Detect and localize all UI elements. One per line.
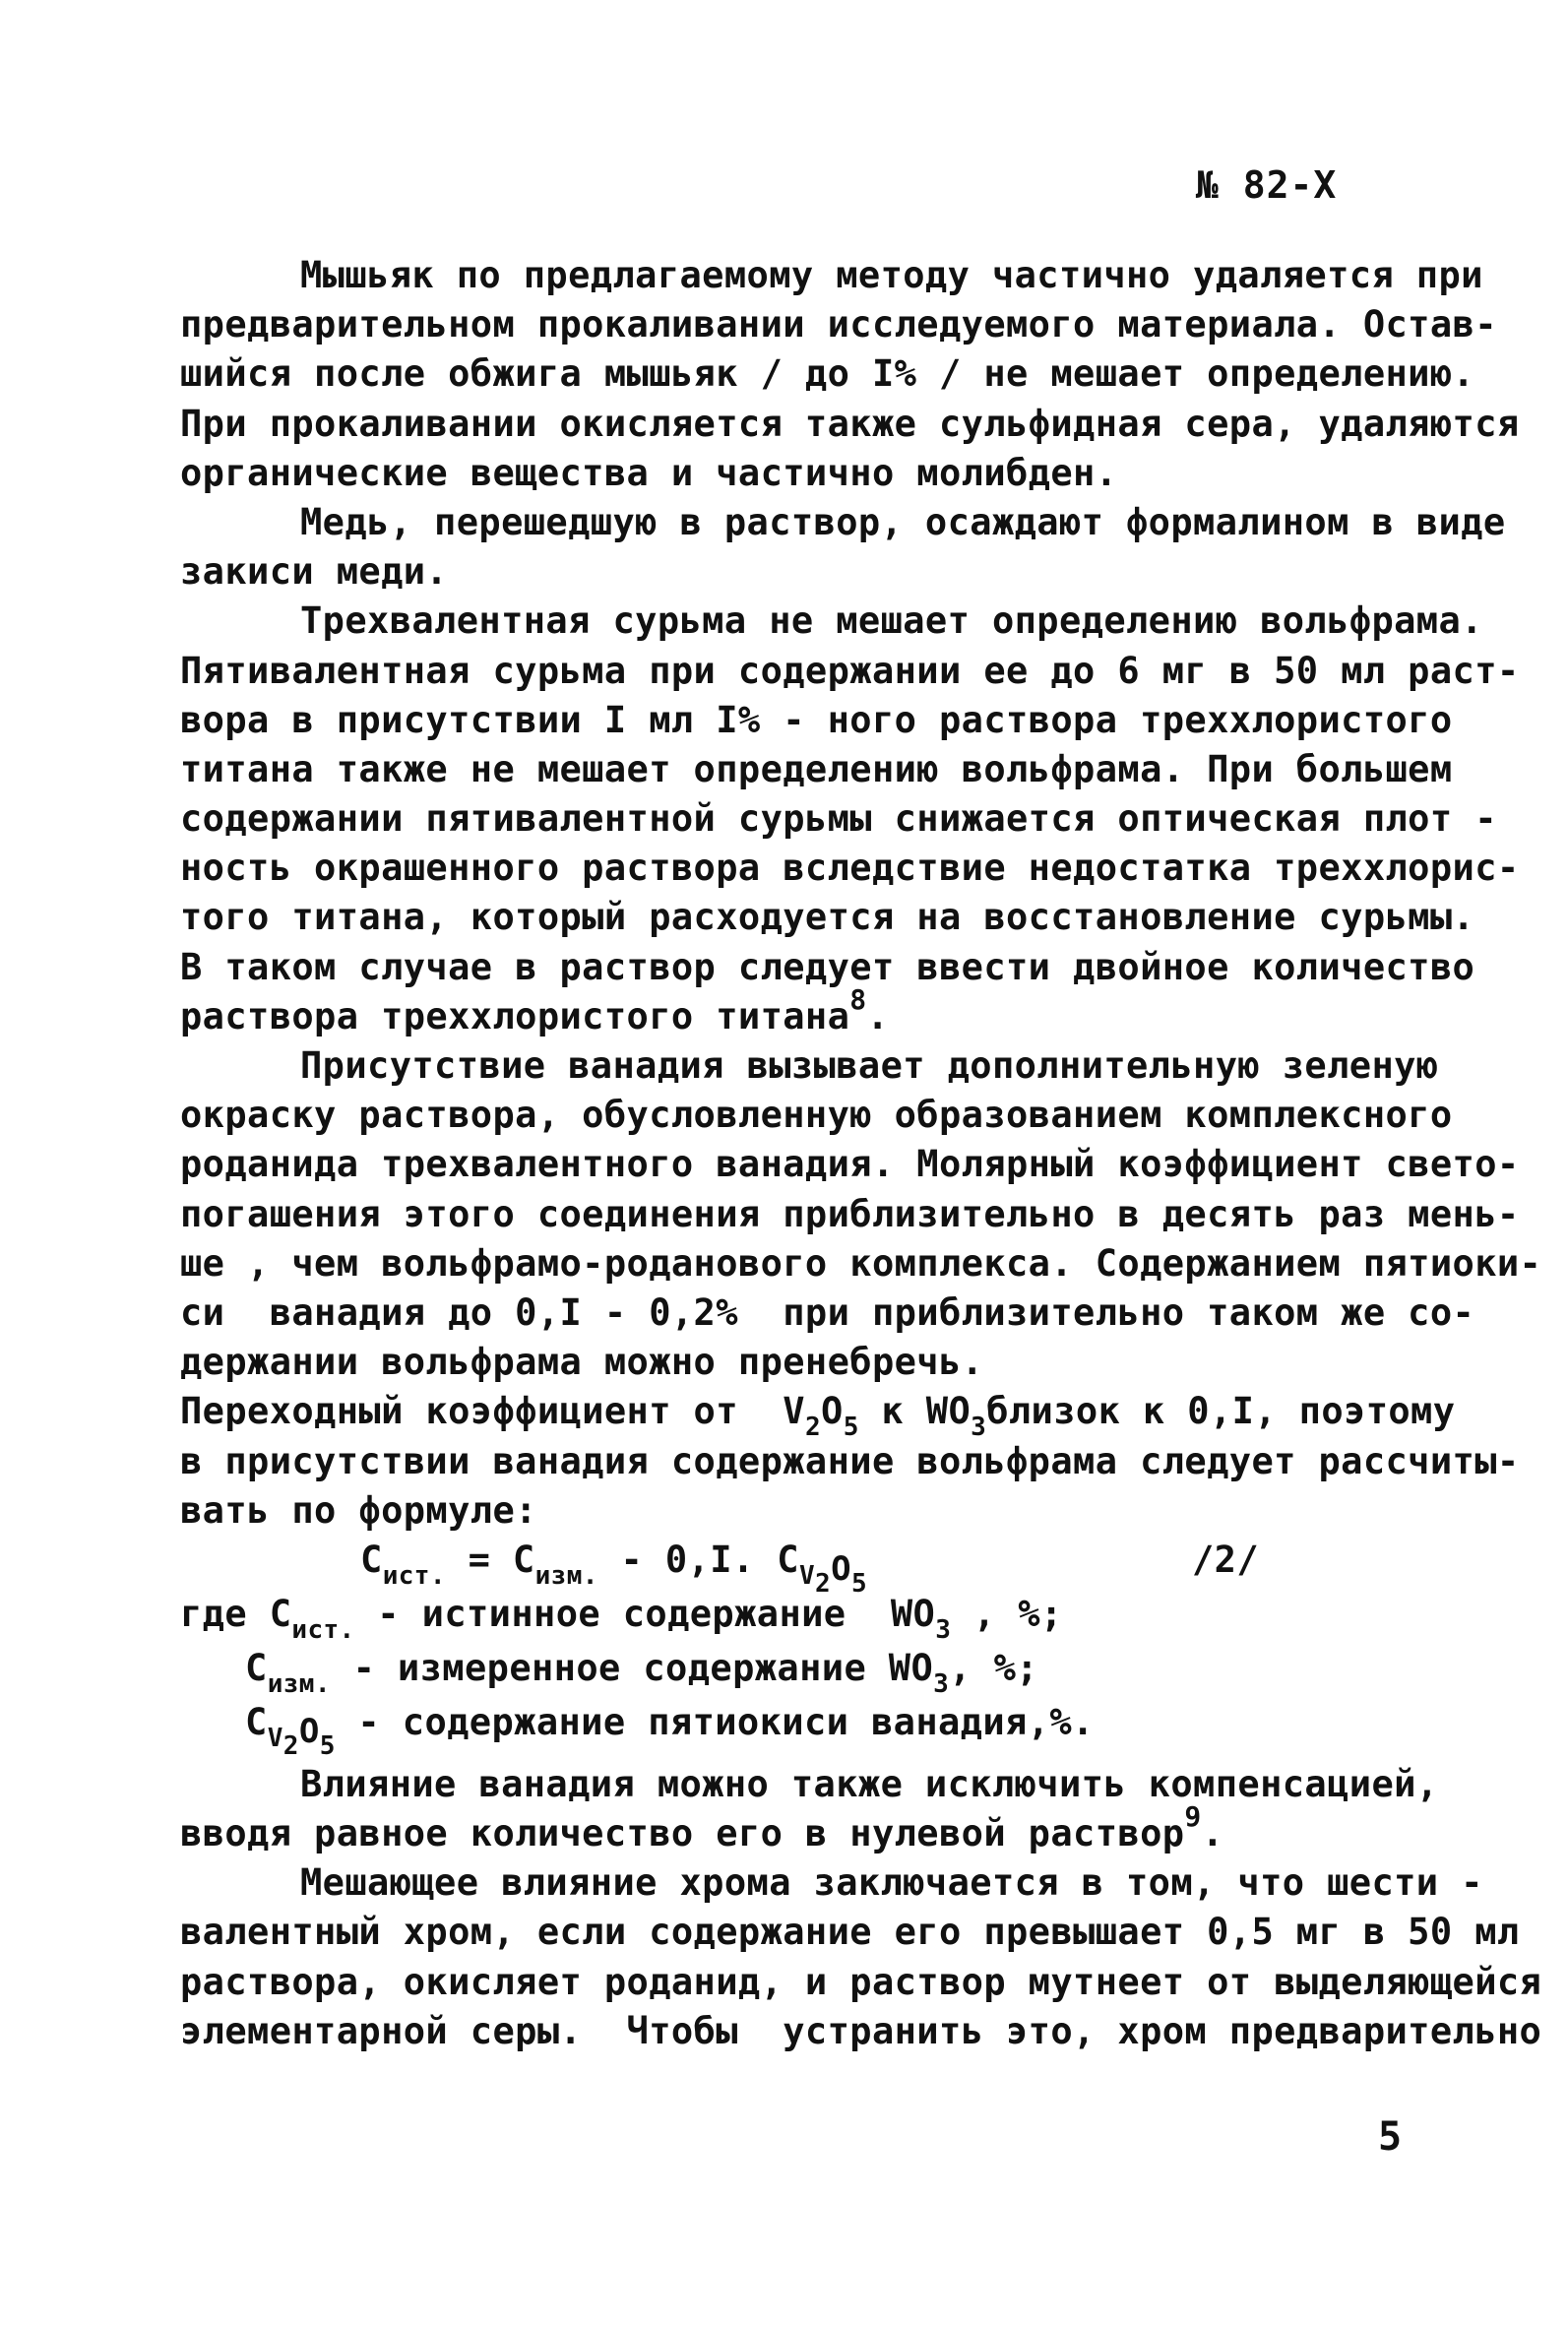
text-line: раствора, окисляет роданид, и раствор мутнеет от выделяющейся [180,1960,1542,2003]
text-fragment: . [866,994,890,1037]
subscript: 2 [815,1568,832,1599]
subscript: V [267,1723,283,1753]
document-body [180,251,1542,2056]
subscript: 2 [282,1730,299,1761]
text-fragment: . [1201,1812,1224,1855]
subscript: V [798,1560,815,1591]
text-line [180,1387,1456,1443]
text-line: содержании пятивалентной сурьмы снижается оптическая плот - [180,797,1497,841]
subscript: O [298,1711,320,1751]
text-line: держании вольфрама можно пренебречь. [180,1341,984,1384]
text-fragment: Переходный коэффициент от V [180,1390,805,1433]
footnote-reference: 9 [1184,1800,1202,1834]
text-line: того титана, который расходуется на восстановление сурьмы. [180,896,1475,939]
text-line: вать по формуле: [180,1488,537,1532]
text-line: Пятивалентная сурьма при содержании ее до 6 мг в 50 мл раст- [180,649,1520,692]
text-line [180,982,1411,1041]
text-line: погашения этого соединения приблизительно в десять раз мень- [180,1192,1520,1235]
subscript: 5 [843,1413,859,1443]
subscript: 5 [319,1730,336,1761]
text-line: в присутствии ванадия содержание вольфрама следует рассчиты- [180,1439,1520,1482]
text-line: роданида трехвалентного ванадия. Молярный коэффициент свето- [180,1143,1520,1186]
text-fragment: - измеренное содержание WO [330,1646,934,1689]
text-line: органические вещества и частично молибден. [180,451,1118,494]
text-line: Мышьяк по предлагаемому методу частично удаляется при [300,254,1483,296]
subscript: 5 [850,1568,867,1599]
text-line: предварительном прокаливании исследуемого материала. Остав- [180,303,1497,346]
text-fragment: раствора треххлористого титана [180,994,850,1037]
subscript: 3 [933,1668,950,1699]
text-line: шийся после обжига мышьяк / до I% / не мешает определению. [180,352,1475,396]
text-line: В таком случае в раствор следует ввести двойное количество [180,945,1475,988]
text-fragment: где C [180,1592,292,1635]
text-line: вора в присутствии I мл I% - ного раствора треххлористого [180,698,1453,741]
page-number: 5 [1378,2114,1403,2160]
formula-part: = C [445,1538,535,1581]
text-line: Влияние ванадия можно также исключить компенсацией, [300,1762,1439,1805]
subscript: изм. [267,1668,331,1699]
formula-number: /2/ [1192,1538,1260,1581]
text-line: Трехвалентная сурьма не мешает определению вольфрама. [300,599,1483,643]
text-fragment: - истинное содержание WO [354,1592,936,1635]
where-line [180,1698,1411,1761]
text-line: Медь, перешедшую в раствор, осаждают формалином в виде [300,500,1506,543]
formula-part: - 0,I. C [597,1538,799,1581]
text-fragment: C [245,1700,268,1743]
text-fragment: C [245,1646,268,1689]
text-fragment: близок к 0,I, поэтому [986,1390,1456,1433]
subscript: ист. [382,1560,446,1591]
text-line: си ванадия до 0,I - 0,2% при приблизительно таком же со- [180,1290,1475,1334]
text-line: титана также не мешает определению вольфрама. При большем [180,747,1453,790]
text-fragment: к WO [858,1390,972,1433]
document-number: № 82-X [1196,163,1338,207]
text-fragment: , %; [949,1646,1038,1689]
text-line: Мешающее влияние хрома заключается в том, что шести - [300,1861,1483,1905]
text-line: закиси меди. [180,550,449,594]
text-fragment: вводя равное количество его в нулевой раствор [180,1812,1185,1855]
formula-part: C [360,1538,383,1581]
text-line: элементарной серы. Чтобы устранить это, хром предварительно [180,2009,1542,2052]
subscript: 2 [804,1413,821,1443]
where-line [180,1644,1411,1698]
text-line [180,1800,1411,1858]
subscript: 3 [971,1413,987,1443]
subscript: 3 [935,1614,952,1645]
text-line: При прокаливании окисляется также сульфидная сера, удаляются [180,402,1520,445]
text-fragment: O [821,1390,844,1433]
text-line: валентный хром, если содержание его превышает 0,5 мг в 50 мл [180,1911,1520,1954]
text-fragment: , %; [951,1592,1063,1635]
where-line [180,1590,1411,1644]
footnote-reference: 8 [849,982,867,1016]
text-fragment: - содержание пятиокиси ванадия,%. [335,1700,1095,1743]
formula [180,1536,1411,1599]
subscript: ист. [291,1614,355,1645]
text-line: ность окрашенного раствора вследствие недостатка треххлорис- [180,847,1520,890]
text-line: ше , чем вольфрамо-роданового комплекса. Содержанием пятиоки- [180,1241,1542,1285]
text-line: окраску раствора, обусловленную образованием комплексного [180,1094,1453,1137]
subscript: O [831,1548,851,1589]
subscript: изм. [534,1560,598,1591]
text-line: Присутствие ванадия вызывает дополнительную зеленую [300,1044,1439,1087]
